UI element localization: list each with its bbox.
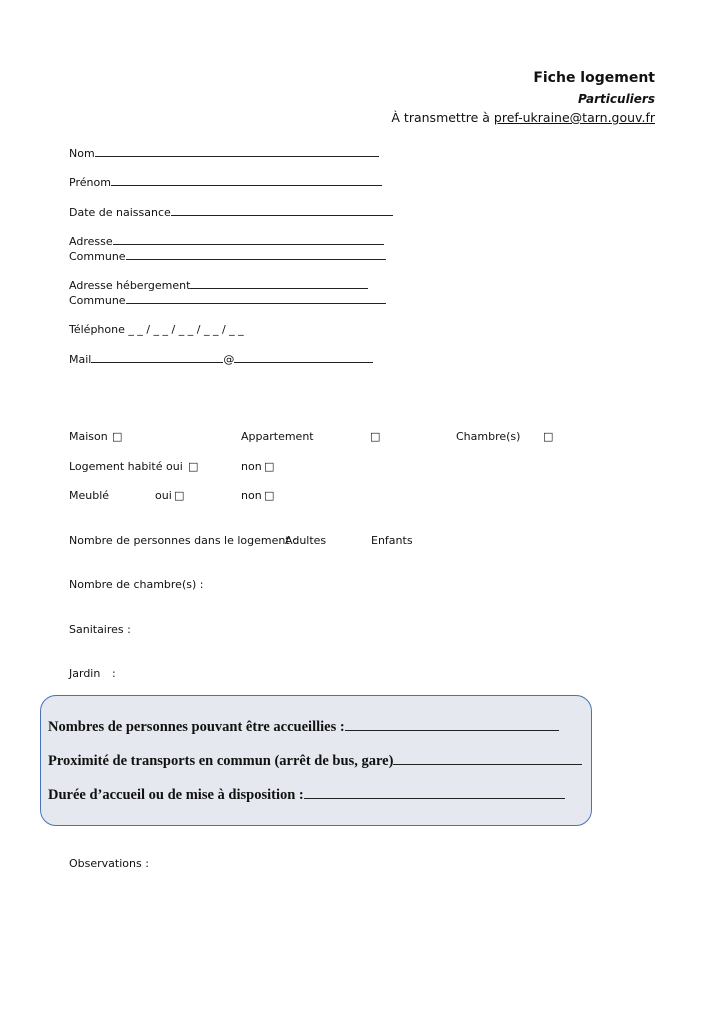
logement-habite-label: Logement habité oui xyxy=(69,460,183,473)
nom-input-line[interactable] xyxy=(95,146,379,157)
meuble-non-checkbox[interactable]: □ xyxy=(264,489,275,502)
commune-field xyxy=(69,249,386,263)
nom-label: Nom xyxy=(69,147,95,160)
nom-field xyxy=(69,146,379,160)
document-title: Fiche logement xyxy=(533,70,655,86)
mail-label: Mail xyxy=(69,353,92,366)
chambres-label: Chambre(s) xyxy=(456,430,521,443)
duree-input-line[interactable] xyxy=(304,788,565,799)
transmit-line xyxy=(391,110,655,125)
commune-hebergement-input-line[interactable] xyxy=(126,293,386,304)
logement-habite-non-label: non xyxy=(241,460,262,473)
commune-input-line[interactable] xyxy=(126,249,386,260)
enfants-label: Enfants xyxy=(371,534,413,547)
maison-label: Maison xyxy=(69,430,108,443)
appartement-checkbox[interactable]: □ xyxy=(370,430,381,443)
adresse-label: Adresse xyxy=(69,235,113,248)
transmit-email-link[interactable]: pref-ukraine@tarn.gouv.fr xyxy=(493,110,655,125)
meuble-non-label: non xyxy=(241,489,262,502)
commune-hebergement-label: Commune xyxy=(69,294,126,307)
box-line-duree xyxy=(48,787,565,804)
commune-label: Commune xyxy=(69,250,126,263)
commune-hebergement-field xyxy=(69,293,386,307)
logement-habite-non-checkbox[interactable]: □ xyxy=(264,460,275,473)
telephone-field[interactable]: Téléphone _ _ / _ _ / _ _ / _ _ / _ _ xyxy=(69,323,244,336)
meuble-label: Meublé xyxy=(69,489,110,502)
box-line-capacity xyxy=(48,719,559,736)
chambres-checkbox[interactable]: □ xyxy=(543,430,554,443)
capacity-label: Nombres de personnes pouvant être accueillies : xyxy=(48,719,345,735)
mail-user-input-line[interactable] xyxy=(91,352,223,363)
adresse-hebergement-input-line[interactable] xyxy=(190,278,368,289)
prenom-field xyxy=(69,175,382,189)
transports-label: Proximité de transports en commun (arrêt de bus, gare) xyxy=(48,753,394,769)
date-naissance-input-line[interactable] xyxy=(171,205,393,216)
logement-habite-oui-checkbox[interactable]: □ xyxy=(188,460,199,473)
jardin-label: Jardin xyxy=(69,667,101,680)
date-naissance-label: Date de naissance xyxy=(69,206,171,219)
date-naissance-field xyxy=(69,205,393,219)
transmit-prefix: À transmettre à xyxy=(391,110,494,125)
capacity-input-line[interactable] xyxy=(345,720,559,731)
box-line-transports xyxy=(48,753,582,770)
adresse-input-line[interactable] xyxy=(113,234,384,245)
nb-chambres-label: Nombre de chambre(s) : xyxy=(69,578,204,591)
appartement-label: Appartement xyxy=(241,430,314,443)
nb-personnes-label: Nombre de personnes dans le logement : xyxy=(69,534,297,547)
transports-input-line[interactable] xyxy=(393,754,582,765)
option-maison xyxy=(69,430,108,443)
mail-at-sign: @ xyxy=(223,353,235,366)
adultes-label: Adultes xyxy=(285,534,327,547)
document-subtitle: Particuliers xyxy=(578,92,655,106)
observations-label: Observations : xyxy=(69,857,149,870)
sanitaires-label: Sanitaires : xyxy=(69,623,131,636)
maison-checkbox[interactable]: □ xyxy=(112,430,123,443)
adresse-hebergement-label: Adresse hébergement xyxy=(69,279,191,292)
duree-label: Durée d’accueil ou de mise à disposition : xyxy=(48,787,304,803)
prenom-label: Prénom xyxy=(69,176,111,189)
meuble-oui-label: oui xyxy=(155,489,172,502)
adresse-field xyxy=(69,234,384,248)
mail-domain-input-line[interactable] xyxy=(234,352,373,363)
prenom-input-line[interactable] xyxy=(111,175,382,186)
mail-field xyxy=(69,352,373,366)
jardin-colon: : xyxy=(112,667,116,680)
meuble-oui-checkbox[interactable]: □ xyxy=(174,489,185,502)
adresse-hebergement-field xyxy=(69,278,368,292)
